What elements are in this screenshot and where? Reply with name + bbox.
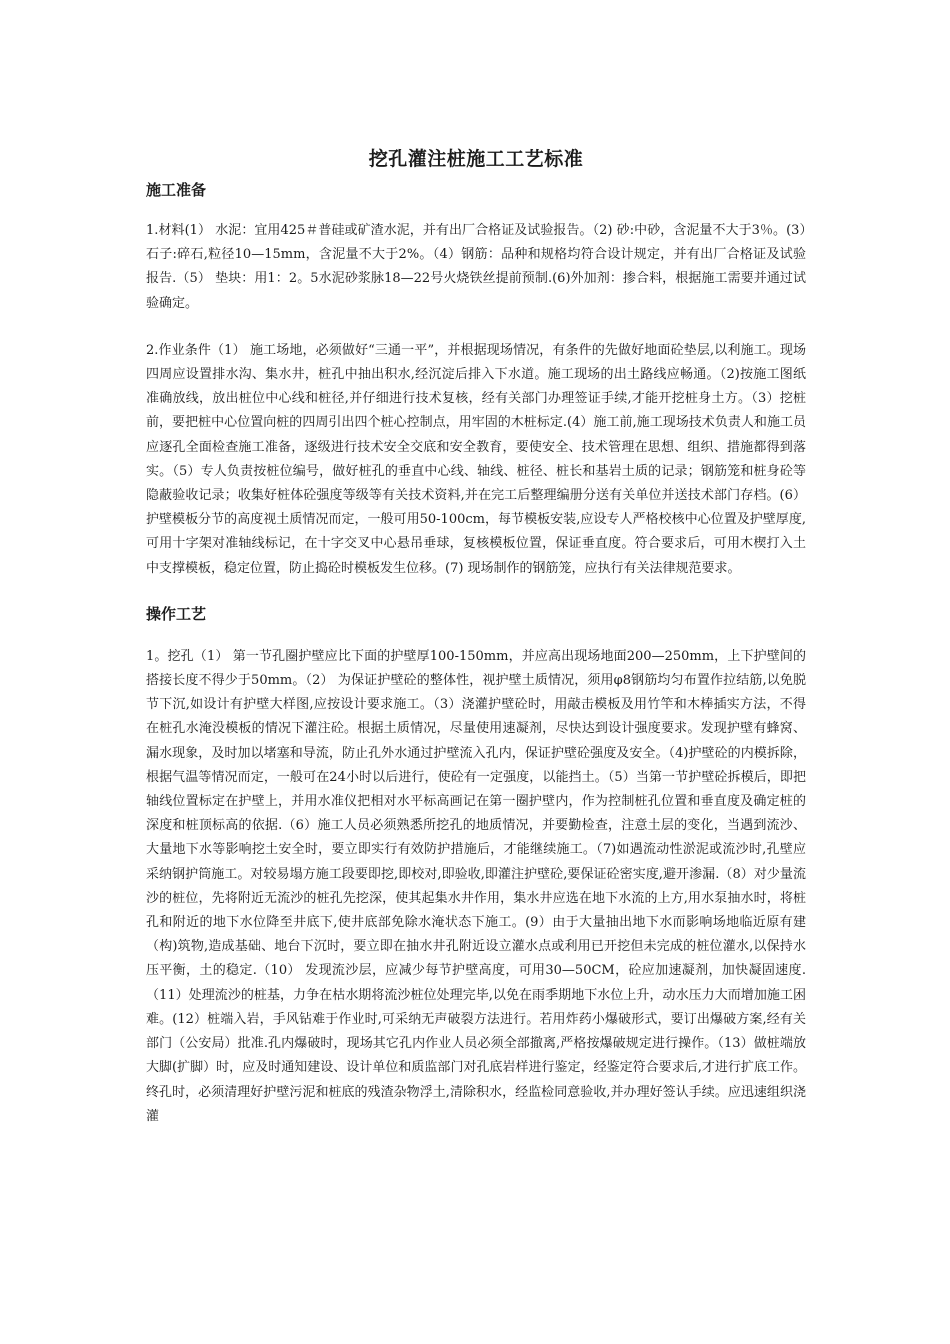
document-title: 挖孔灌注桩施工工艺标准: [368, 148, 584, 170]
section-heading-operation-process: 操作工艺: [146, 604, 207, 623]
section-heading-preparation: 施工准备: [146, 181, 207, 199]
paragraph-materials: 1.材料(1） 水泥：宜用425＃普硅或矿渣水泥，并有出厂合格证及试验报告。（2) 砂:中砂，含泥量不大于3％。(3）石子:碎石,粒径10—15mm，含泥量不大于2%。（4）钢筋：品种和规格均符合设计规定，并有出厂合格证及试验报告.（5） 垫块：用1：2。5水泥砂浆脉18—22号火烧铁丝提前预制.(6)外加剂：掺合料，根据施工需要并通过试验确定。: [146, 223, 806, 311]
document-page: [146, 143, 806, 1129]
paragraph-excavation: 1。挖孔（1） 第一节孔圈护壁应比下面的护壁厚100-150mm，并应高出现场地面200—250mm，上下护壁间的搭接长度不得少于50mm。（2） 为保证护壁砼的整体性，视护壁土质情况，须用φ8钢筋均匀布置作拉结筋,以免脱节下沉,如设计有护壁大样图,应按设计要求施工。（3）浇灌护壁砼时，用敲击模板及用竹竿和木棒插实方法，不得在桩孔水淹没模板的情况下灌注砼。根据土质情况，尽量使用速凝剂，尽快达到设计强度要求。发现护壁有蜂窝、漏水现象，及时加以堵塞和导流，防止孔外水通过护壁流入孔内，保证护壁砼强度及安全。（4)护壁砼的内模拆除，根据气温等情况而定，一般可在24小时以后进行，使砼有一定强度，以能挡土。（5）当第一节护壁砼拆模后，即把轴线位置标定在护壁上，并用水准仪把相对水平标高画记在第一圈护壁内，作为控制桩孔位置和垂直度及确定桩的深度和桩顶标高的依据.（6）施工人员必须熟悉所挖孔的地质情况，并要勤检查，注意土层的变化，当遇到流沙、大量地下水等影响挖土安全时，要立即实行有效防护措施后，才能继续施工。（7)如遇流动性淤泥或流沙时,孔壁应采纳钢护筒施工。对较易塌方施工段要即挖,即校对,即验收,即灌注护壁砼,要保证砼密实度,避开渗漏.（8）对少量流沙的桩位，先将附近无流沙的桩孔先挖深，使其起集水井作用，集水井应选在地下水流的上方,用水泵抽水时，将桩孔和附近的地下水位降至井底下,使井底部免除水淹状态下施工。(9）由于大量抽出地下水而影响场地临近原有建（构)筑物,造成基础、地台下沉时，要立即在抽水井孔附近设立灌水点或利用已开挖但未完成的桩位灌水,以保持水压平衡，土的稳定.（10） 发现流沙层，应减少每节护壁高度，可用30—50CM，砼应加速凝剂，加快凝固速度.（11）处理流沙的桩基，力争在枯水期将流沙桩位处理完毕,以免在雨季期地下水位上升，动水压力大而增加施工困难。(12）桩端入岩，手风钻难于作业时,可采纳无声破裂方法进行。若用炸药小爆破形式，要订出爆破方案,经有关部门（公安局）批准.孔内爆破时，现场其它孔内作业人员必须全部撤离,严格按爆破规定进行操作。（13）做桩端放大脚(扩脚）时，应及时通知建设、设计单位和质监部门对孔底岩样进行鉴定，经鉴定符合要求后,才进行扩底工作。终孔时，必须清理好护壁污泥和桩底的残渣杂物浮土,清除积水，经监检同意验收,并办理好签认手续。应迅速组织浇灌: [146, 648, 806, 1124]
paragraph-work-conditions: 2.作业条件（1） 施工场地，必须做好“三通一平”，并根据现场情况，有条件的先做好地面砼垫层,以利施工。现场四周应设置排水沟、集水井，桩孔中抽出积水,经沉淀后排入下水道。施工现场的出土路线应畅通。（2)按施工图纸准确放线，放出桩位中心线和桩径,并仔细进行技术复核，经有关部门办理签证手续,才能开挖桩身土方。（3）挖桩前，要把桩中心位置向桩的四周引出四个桩心控制点，用牢固的木桩标定.(4）施工前,施工现场技术负责人和施工员应逐孔全面检查施工准备，逐级进行技术安全交底和安全教育，要使安全、技术管理在思想、组织、措施都得到落实。（5）专人负责按桩位编号，做好桩孔的垂直中心线、轴线、桩径、桩长和基岩土质的记录；钢筋笼和桩身砼等隐蔽验收记录；收集好桩体砼强度等级等有关技术资料,并在完工后整理编册分送有关单位并送技术部门存档。(6） 护壁模板分节的高度视土质情况而定，一般可用50-100cm，每节模板安装,应设专人严格校核中心位置及护壁厚度,可用十字架对准轴线标记，在十字交叉中心悬吊垂球，复核模板位置，保证垂直度。符合要求后，可用木楔打入土中支撑模板，稳定位置，防止捣砼时模板发生位移。(7) 现场制作的钢筋笼，应执行有关法律规范要求。: [146, 342, 806, 576]
